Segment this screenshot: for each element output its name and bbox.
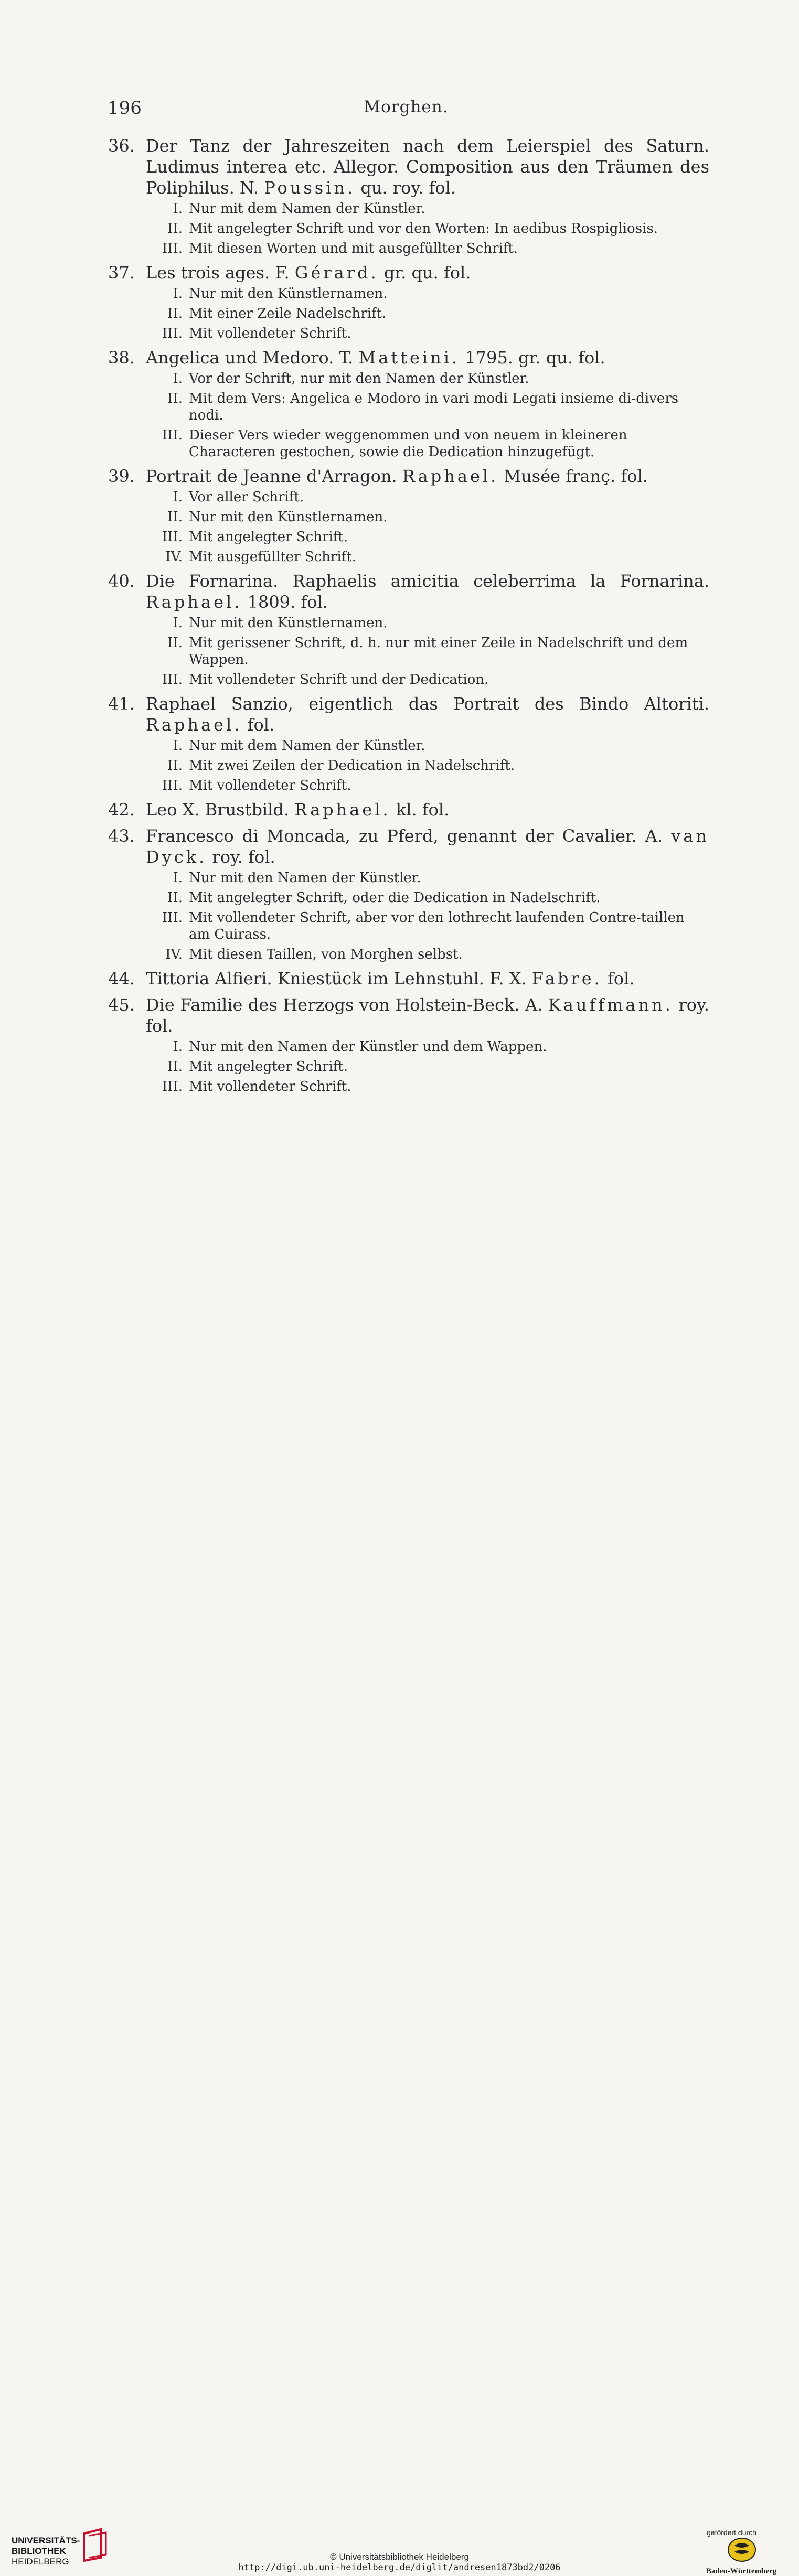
state-text: Mit diesen Taillen, von Morghen selbst.: [189, 947, 463, 962]
state-item: [146, 889, 709, 906]
entry-text: Angelica und Medoro. T.: [146, 348, 359, 368]
entry-text: fol.: [242, 715, 275, 735]
state-text: Mit angelegter Schrift und vor den Worten: In aedibus Rospigliosis.: [189, 221, 658, 237]
entry-text: fol.: [602, 969, 635, 989]
entry-text: Der Tanz der Jahreszeiten nach dem Leierspiel des Saturn. Ludimus interea etc. Allegor. Composition aus den Träumen des Poliphilus. N.: [146, 136, 709, 198]
state-numeral: II.: [167, 221, 183, 237]
state-item: [146, 671, 709, 688]
sponsor-name: Baden-Württemberg: [706, 2567, 777, 2575]
state-item: [146, 615, 709, 631]
state-item: [146, 737, 709, 754]
artist-name: Raphael.: [146, 592, 242, 612]
state-item: [146, 635, 709, 668]
entry-number: 43.: [108, 826, 135, 846]
entry-text: gr. qu. fol.: [378, 263, 471, 283]
state-numeral: III.: [162, 910, 183, 926]
state-item: [146, 757, 709, 774]
state-item: [146, 946, 709, 963]
catalogue-entry: [108, 693, 709, 794]
catalogue-entry: [108, 262, 709, 342]
artist-name: Gérard.: [294, 263, 379, 283]
state-list: [146, 285, 709, 342]
entry-title: [146, 262, 709, 283]
catalogue-entry: [108, 571, 709, 688]
state-list: [146, 200, 709, 257]
state-numeral: III.: [162, 427, 183, 443]
state-text: Nur mit den Künstlernamen.: [189, 509, 388, 525]
state-numeral: II.: [167, 1059, 183, 1075]
catalogue-entries: [108, 135, 709, 1100]
state-text: Mit vollendeter Schrift.: [189, 778, 351, 793]
entry-text: roy. fol.: [207, 847, 275, 867]
entry-number: 40.: [108, 571, 135, 591]
entry-text: Portrait de Jeanne d'Arragon.: [146, 466, 402, 486]
state-numeral: III.: [162, 1079, 183, 1094]
state-text: Mit ausgefüllter Schrift.: [189, 549, 356, 565]
state-item: [146, 529, 709, 545]
state-item: [146, 220, 709, 237]
state-text: Mit diesen Worten und mit ausgefüllter Schrift.: [189, 241, 518, 256]
state-item: [146, 305, 709, 322]
state-text: Nur mit den Künstlernamen.: [189, 286, 388, 302]
entry-text: roy. fol.: [146, 995, 710, 1036]
catalogue-entry: [108, 347, 709, 460]
state-text: Vor der Schrift, nur mit den Namen der Künstler.: [189, 371, 529, 387]
entry-number: 38.: [108, 348, 135, 368]
entry-text: 1795. gr. qu. fol.: [460, 348, 605, 368]
state-text: Mit vollendeter Schrift.: [189, 326, 351, 341]
state-numeral: II.: [167, 391, 183, 406]
state-item: [146, 549, 709, 565]
state-numeral: I.: [173, 489, 183, 505]
state-numeral: II.: [167, 509, 183, 525]
state-numeral: III.: [162, 778, 183, 793]
state-item: [146, 870, 709, 886]
state-text: Nur mit den Namen der Künstler.: [189, 870, 421, 886]
entry-number: 36.: [108, 136, 135, 156]
page-header: [108, 98, 705, 124]
entry-text: Musée franç. fol.: [498, 466, 648, 486]
entry-title: [146, 799, 709, 820]
artist-name: Raphael.: [402, 466, 499, 486]
page-footer: [0, 1256, 799, 2575]
state-text: Vor aller Schrift.: [189, 489, 304, 505]
catalogue-entry: [108, 968, 709, 989]
library-name: UNIVERSITÄTS- BIBLIOTHEK HEIDELBERG: [12, 2536, 80, 2567]
state-item: [146, 489, 709, 506]
state-item: [146, 1038, 709, 1055]
entry-number: 37.: [108, 263, 135, 283]
state-numeral: II.: [167, 758, 183, 774]
state-numeral: III.: [162, 529, 183, 545]
sponsor-label: gefördert durch: [707, 2528, 757, 2537]
state-text: Mit angelegter Schrift.: [189, 529, 348, 545]
state-text: Mit dem Vers: Angelica e Modoro in vari modi Legati insieme di-divers nodi.: [189, 391, 679, 423]
state-item: [146, 240, 709, 257]
entry-number: 41.: [108, 694, 135, 714]
state-numeral: I.: [173, 286, 183, 302]
permalink[interactable]: http://digi.ub.uni-heidelberg.de/diglit/andresen1873bd2/0206: [238, 2562, 561, 2573]
state-item: [146, 909, 709, 943]
state-item: [146, 1058, 709, 1075]
entry-text: Tittoria Alfieri. Kniestück im Lehnstuhl. F. X.: [146, 969, 532, 989]
state-numeral: II.: [167, 890, 183, 906]
state-text: Mit vollendeter Schrift, aber vor den lothrecht laufenden Contre-taillen am Cuirass.: [189, 910, 685, 942]
state-numeral: IV.: [165, 549, 183, 565]
state-item: [146, 370, 709, 387]
state-numeral: III.: [162, 241, 183, 256]
state-item: [146, 777, 709, 794]
artist-name: Raphael.: [294, 800, 391, 820]
catalogue-entry: [108, 994, 709, 1095]
state-text: Dieser Vers wieder weggenommen und von neuem in kleineren Characteren gestochen, sowie die Dedication hinzugefügt.: [189, 427, 627, 460]
copyright-block: © Universitätsbibliothek Heidelberg http://digi.ub.uni-heidelberg.de/diglit/andresen1873bd2/0206: [0, 2552, 799, 2573]
artist-name: Fabre.: [531, 969, 602, 989]
state-text: Nur mit den Namen der Künstler und dem Wappen.: [189, 1039, 547, 1055]
catalogue-entry: [108, 466, 709, 565]
entry-text: Die Fornarina. Raphaelis amicitia celeberrima la Fornarina.: [146, 571, 709, 591]
artist-name: Raphael.: [146, 715, 242, 735]
state-text: Mit zwei Zeilen der Dedication in Nadelschrift.: [189, 758, 515, 774]
state-numeral: I.: [173, 1039, 183, 1055]
state-list: [146, 1038, 709, 1095]
state-numeral: I.: [173, 371, 183, 387]
entry-number: 44.: [108, 969, 135, 989]
state-list: [146, 615, 709, 688]
entry-number: 42.: [108, 800, 135, 820]
entry-title: [146, 347, 709, 368]
entry-text: Leo X. Brustbild.: [146, 800, 295, 820]
entry-title: [146, 571, 709, 613]
state-numeral: I.: [173, 615, 183, 631]
state-text: Mit angelegter Schrift.: [189, 1059, 348, 1075]
state-numeral: III.: [162, 672, 183, 688]
state-list: [146, 370, 709, 460]
state-numeral: II.: [167, 635, 183, 651]
entry-text: Francesco di Moncada, zu Pferd, genannt der Cavalier. A.: [146, 826, 672, 846]
state-text: Nur mit dem Namen der Künstler.: [189, 201, 425, 217]
state-numeral: III.: [162, 326, 183, 341]
state-text: Mit vollendeter Schrift und der Dedication.: [189, 672, 489, 688]
state-item: [146, 509, 709, 525]
state-text: Mit einer Zeile Nadelschrift.: [189, 306, 387, 321]
catalogue-entry: [108, 825, 709, 963]
entry-text: qu. roy. fol.: [355, 178, 456, 198]
state-list: [146, 737, 709, 794]
running-title: Morghen.: [364, 98, 449, 116]
state-item: [146, 390, 709, 424]
state-text: Nur mit den Künstlernamen.: [189, 615, 388, 631]
page-number: 196: [108, 98, 142, 119]
catalogue-entry: [108, 799, 709, 820]
entry-title: [146, 994, 709, 1036]
entry-title: [146, 825, 709, 867]
state-list: [146, 870, 709, 963]
catalogue-entry: [108, 135, 709, 257]
entry-text: 1809. fol.: [242, 592, 328, 612]
coat-of-arms-icon: [727, 2537, 757, 2562]
entry-text: kl. fol.: [390, 800, 450, 820]
entry-title: [146, 466, 709, 487]
state-text: Mit gerissener Schrift, d. h. nur mit einer Zeile in Nadelschrift und dem Wappen.: [189, 635, 688, 668]
state-numeral: II.: [167, 306, 183, 321]
state-item: [146, 325, 709, 342]
state-numeral: I.: [173, 201, 183, 217]
state-text: Mit angelegter Schrift, oder die Dedication in Nadelschrift.: [189, 890, 601, 906]
artist-name: Kauffmann.: [548, 995, 673, 1015]
state-list: [146, 489, 709, 565]
state-numeral: IV.: [165, 947, 183, 962]
state-text: Mit vollendeter Schrift.: [189, 1079, 351, 1094]
entry-text: Les trois ages. F.: [146, 263, 295, 283]
artist-name: van Dyck.: [146, 826, 709, 867]
entry-text: Die Familie des Herzogs von Holstein-Beck. A.: [146, 995, 548, 1015]
artist-name: Poussin.: [264, 178, 356, 198]
entry-number: 39.: [108, 466, 135, 486]
entry-number: 45.: [108, 995, 135, 1015]
state-item: [146, 1078, 709, 1095]
entry-title: [146, 968, 709, 989]
state-item: [146, 200, 709, 217]
state-item: [146, 285, 709, 302]
entry-text: Raphael Sanzio, eigentlich das Portrait des Bindo Altoriti.: [146, 694, 709, 714]
artist-name: Matteini.: [358, 348, 460, 368]
state-numeral: I.: [173, 738, 183, 754]
state-item: [146, 427, 709, 460]
state-numeral: I.: [173, 870, 183, 886]
entry-title: [146, 693, 709, 735]
entry-title: [146, 135, 709, 198]
state-text: Nur mit dem Namen der Künstler.: [189, 738, 425, 754]
